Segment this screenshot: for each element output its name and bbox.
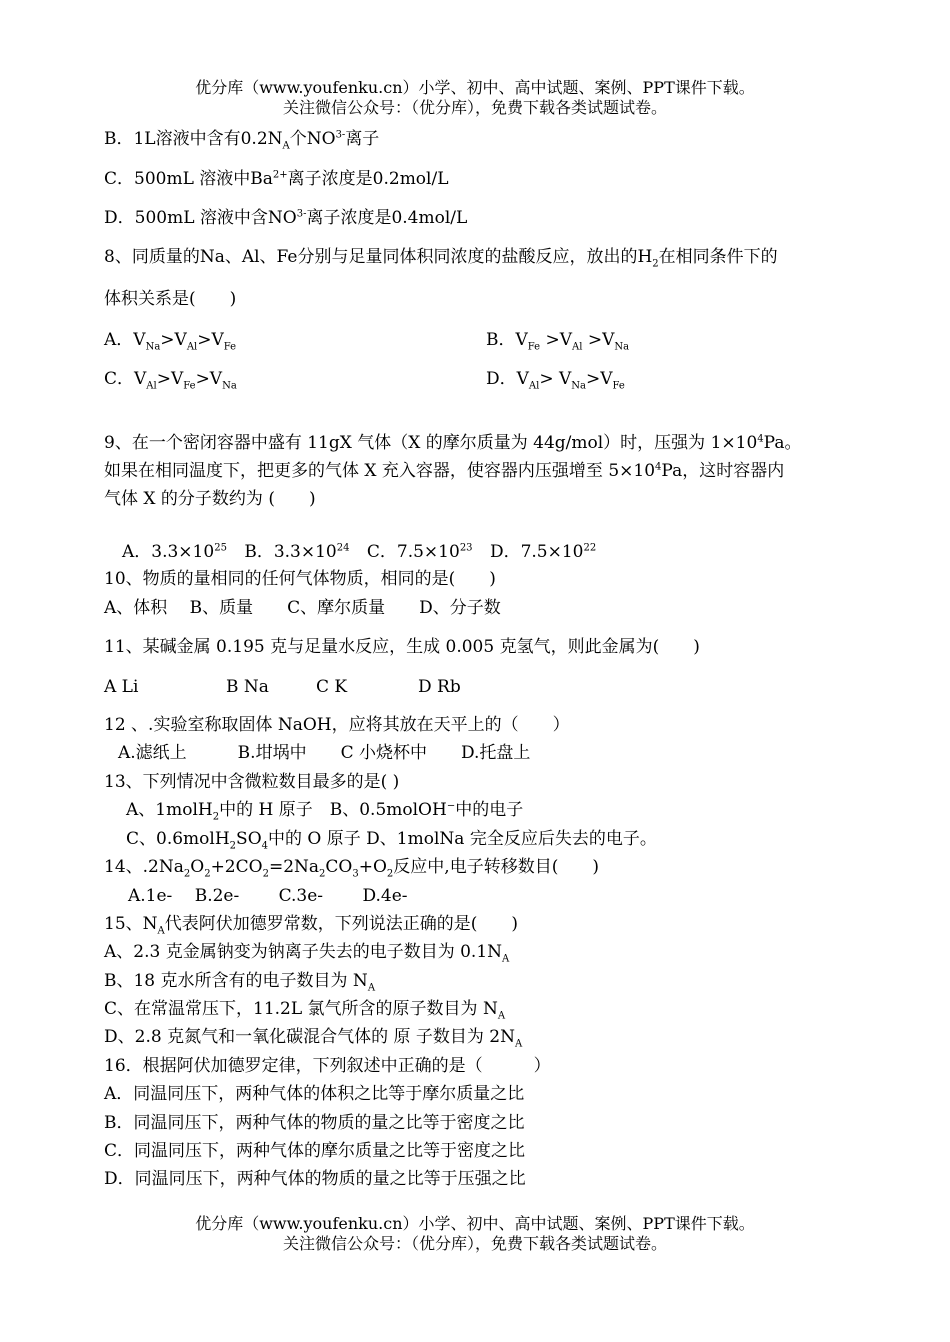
q13-options-cd: C、$0.6molH_2SO_4$中的 O 原子 D、1molNa 完全反应后失去的电子。: [126, 829, 657, 852]
q16-stem: 16．根据阿伏加德罗定律，下列叙述中正确的是（ ）: [104, 1056, 551, 1076]
q8-option-b: B．$V_{Fe} >V_{Al} >V_{Na}$: [486, 330, 630, 353]
q7-option-d: D．500mL 溶液中含$NO^{3-}$离子浓度是0.4mol/L: [104, 208, 468, 228]
q16-option-c: C．同温同压下，两种气体的摩尔质量之比等于密度之比: [104, 1141, 526, 1161]
q14-stem: 14、$.2Na_2O_2+2CO_2=2Na_2CO_3+O_2$反应中,电子转移数目( ): [104, 857, 599, 880]
q8-stem-line-1: 8、同质量的Na、Al、Fe分别与足量同体积同浓度的盐酸反应，放出的$H_2$在相同条件下的: [104, 247, 778, 270]
q16-option-a: A．同温同压下，两种气体的体积之比等于摩尔质量之比: [104, 1084, 525, 1104]
q10-options: A、体积 B、质量 C、摩尔质量 D、分子数: [104, 598, 501, 618]
q11-option-d: D Rb: [418, 677, 461, 697]
q16-option-b: B．同温同压下，两种气体的物质的量之比等于密度之比: [104, 1113, 525, 1133]
q9-option-a: A．$3.3\times 10^{25}$: [122, 542, 227, 562]
q9-stem-line-1: 9、在一个密闭容器中盛有 11gX 气体（X 的摩尔质量为 44g/mol）时，压强为 $1\times 10^4Pa$。: [104, 433, 802, 453]
q12-options: A.滤纸上 B.坩埚中 C 小烧杯中 D.托盘上: [118, 743, 531, 763]
q8-option-d: D．$V_{Al}> V_{Na}>V_{Fe}$: [486, 369, 625, 392]
q16-option-d: D．同温同压下，两种气体的物质的量之比等于压强之比: [104, 1169, 526, 1189]
q9-options: [122, 541, 596, 563]
q13-stem: 13、下列情况中含微粒数目最多的是( ): [104, 772, 400, 792]
q15-stem: 15、$N_A$代表阿伏加德罗常数，下列说法正确的是( ): [104, 914, 519, 937]
q12-stem: 12 、.实验室称取固体 NaOH，应将其放在天平上的（ ）: [104, 715, 570, 735]
q8-option-c: C．$V_{Al}>V_{Fe}>V_{Na}$: [104, 369, 237, 392]
q9-stem-line-3: 气体 X 的分子数约为 ( ): [104, 489, 316, 509]
q11-option-b: B Na: [226, 677, 269, 697]
q9-stem-line-2: 如果在相同温度下，把更多的气体 X 充入容器，使容器内压强增至 $5\times 10^4Pa$，这时容器内: [104, 461, 785, 481]
q15-option-c: C、在常温常压下，11.2L 氯气所含的原子数目为 $N_A$: [104, 999, 506, 1022]
q11-option-a: A Li: [104, 677, 139, 697]
q7-option-b: B．1L溶液中含有$0.2N_A$个$NO^{3-}$离子: [104, 129, 380, 152]
footer-line-1: 优分库（www.youfenku.cn）小学、初中、高中试题、案例、PPT课件下载。: [195, 1214, 755, 1233]
q11-option-c: C K: [316, 677, 348, 697]
q9-option-d: D．$7.5\times 10^{22}$: [489, 542, 597, 562]
q13-options-ab: A、1molH$_2$中的 H 原子 B、0.5molOH−中的电子: [126, 800, 524, 823]
header-line-2: 关注微信公众号：（优分库），免费下载各类试题试卷。: [282, 98, 667, 117]
footer-line-2: 关注微信公众号：（优分库），免费下载各类试题试卷。: [282, 1234, 667, 1253]
q15-option-d: D、2.8 克氮气和一氧化碳混合气体的 原 子数目为 $2N_A$: [104, 1027, 523, 1050]
q9-option-c: C．$7.5\times 10^{23}$: [366, 542, 473, 562]
q9-option-b: B．$3.3\times 10^{24}$: [244, 542, 350, 562]
q14-options: A.1e- B.2e- C.3e- D.4e-: [128, 886, 408, 906]
q15-option-b: B、18 克水所含有的电子数目为 $N_A$: [104, 971, 376, 994]
q7-option-c: C．500mL 溶液中$Ba^{2+}$离子浓度是0.2mol/L: [104, 169, 449, 189]
q8-option-a: A．$V_{Na}>V_{Al}>V_{Fe}$: [104, 330, 237, 353]
q8-stem-line-2: 体积关系是( ): [104, 289, 237, 309]
q11-stem: 11、某碱金属 0.195 克与足量水反应，生成 0.005 克氢气，则此金属为( ): [104, 637, 700, 657]
q10-stem: 10、物质的量相同的任何气体物质，相同的是( ): [104, 569, 496, 589]
header-line-1: 优分库（www.youfenku.cn）小学、初中、高中试题、案例、PPT课件下载。: [195, 78, 755, 97]
q15-option-a: A、2.3 克金属钠变为钠离子失去的电子数目为 $0.1N_A$: [104, 942, 510, 965]
